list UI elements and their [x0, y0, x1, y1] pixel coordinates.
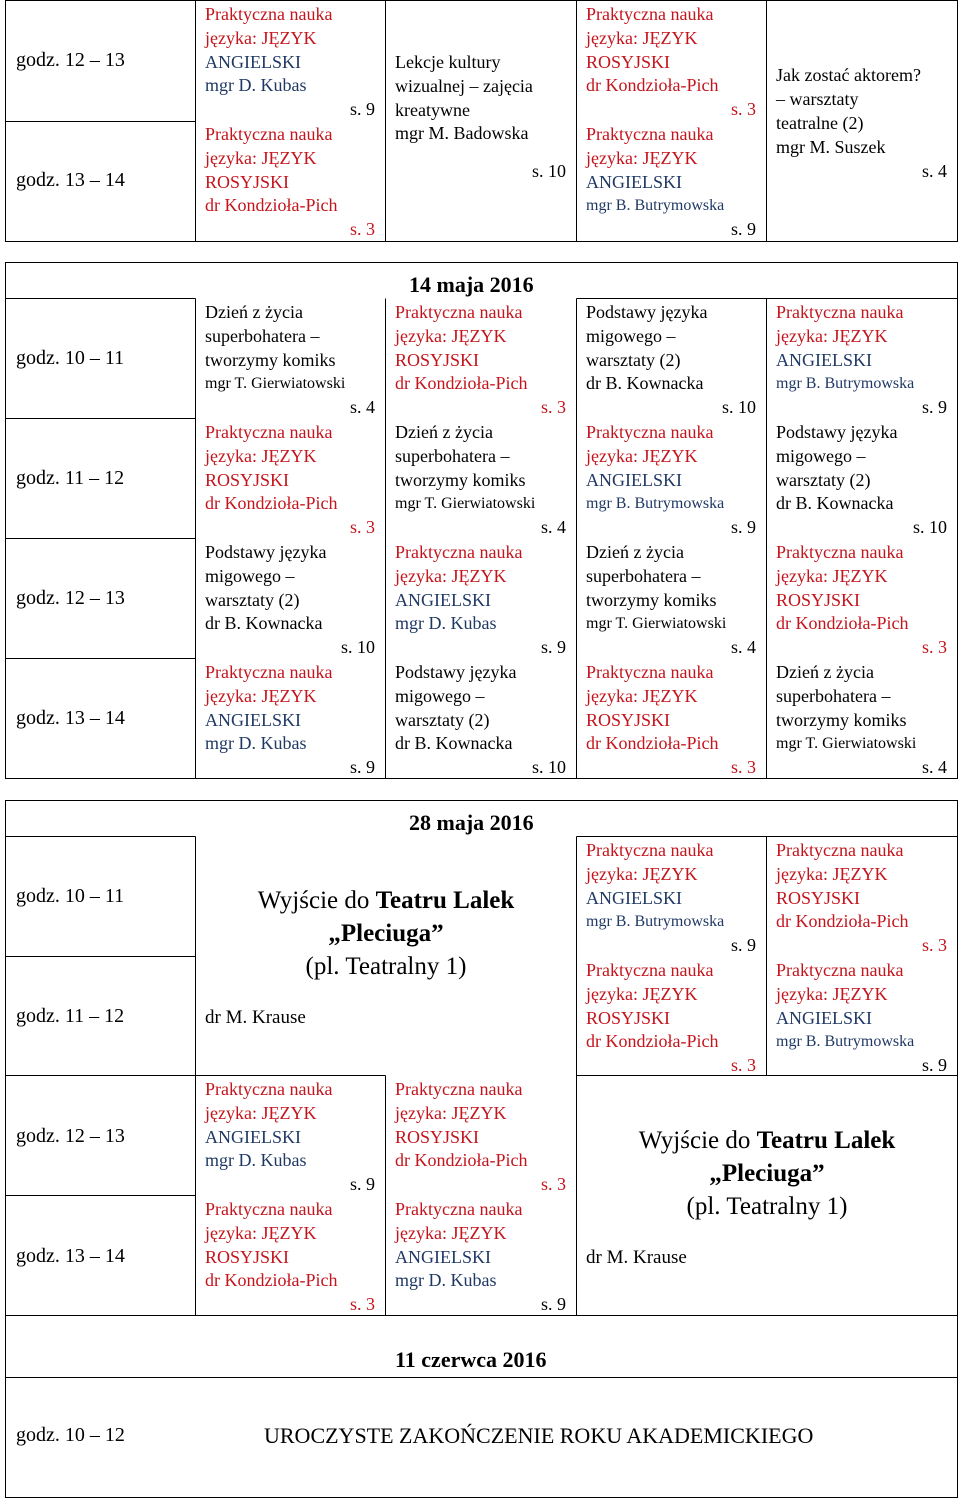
lesson-english-butrymowska: Praktyczna nauka języka: JĘZYK ANGIELSKI mgr B. Butrymowska s. 9: [776, 302, 947, 418]
lesson-russian-pich: Praktyczna nauka języka: JĘZYK ROSYJSKI dr Kondzioła-Pich s. 3: [205, 124, 375, 240]
lesson-russian-pich: Praktyczna nauka języka: JĘZYK ROSYJSKI dr Kondzioła-Pich s. 3: [586, 4, 756, 120]
lesson-english-butrymowska: Praktyczna nauka języka: JĘZYK ANGIELSKI mgr B. Butrymowska s. 9: [586, 124, 756, 240]
lesson-russian-pich: Praktyczna nauka języka: JĘZYK ROSYJSKI dr Kondzioła-Pich s. 3: [205, 1199, 375, 1315]
lesson-russian-pich: Praktyczna nauka języka: JĘZYK ROSYJSKI dr Kondzioła-Pich s. 3: [586, 960, 756, 1076]
lesson-english-kubas: Praktyczna nauka języka: JĘZYK ANGIELSKI mgr D. Kubas s. 9: [395, 542, 566, 658]
closing-ceremony: UROCZYSTE ZAKOŃCZENIE ROKU AKADEMICKIEGO: [264, 1423, 814, 1448]
lesson-migowy: Podstawy języka migowego – warsztaty (2) dr B. Kownacka s. 10: [205, 542, 375, 658]
time-label: godz. 11 – 12: [16, 467, 125, 489]
time-label: godz. 12 – 13: [16, 49, 125, 71]
lesson-russian-pich: Praktyczna nauka języka: JĘZYK ROSYJSKI dr Kondzioła-Pich s. 3: [776, 840, 947, 956]
lesson-english-kubas: Praktyczna nauka języka: JĘZYK ANGIELSKI mgr D. Kubas s. 9: [395, 1199, 566, 1315]
lesson-english-kubas: Praktyczna nauka języka: JĘZYK ANGIELSKI mgr D. Kubas s. 9: [205, 4, 375, 120]
lesson-english-kubas: Praktyczna nauka języka: JĘZYK ANGIELSKI mgr D. Kubas s. 9: [205, 662, 375, 778]
lesson-superbohater: Dzień z życia superbohatera – tworzymy komiks mgr T. Gierwiatowski s. 4: [586, 542, 756, 658]
lesson-kultura-wizualna: Lekcje kultury wizualnej – zajęcia kreatywne mgr M. Badowska s. 10: [395, 52, 566, 182]
time-label: godz. 10 – 12: [16, 1424, 125, 1446]
time-label: godz. 13 – 14: [16, 169, 125, 191]
trip-teacher: dr M. Krause: [586, 1247, 687, 1268]
trip-teacher: dr M. Krause: [205, 1007, 306, 1028]
date-title: 11 czerwca 2016: [395, 1347, 547, 1372]
lesson-aktor: Jak zostać aktorem? – warsztaty teatralne (2) mgr M. Suszek s. 4: [776, 65, 947, 181]
lesson-russian-pich: Praktyczna nauka języka: JĘZYK ROSYJSKI dr Kondzioła-Pich s. 3: [776, 542, 947, 658]
date-title: 28 maja 2016: [409, 810, 534, 835]
lesson-superbohater: Dzień z życia superbohatera – tworzymy komiks mgr T. Gierwiatowski s. 4: [205, 302, 375, 418]
time-label: godz. 13 – 14: [16, 707, 125, 729]
lesson-migowy: Podstawy języka migowego – warsztaty (2) dr B. Kownacka s. 10: [395, 662, 566, 778]
time-label: godz. 10 – 11: [16, 347, 125, 369]
lesson-migowy: Podstawy języka migowego – warsztaty (2) dr B. Kownacka s. 10: [776, 422, 947, 538]
date-title: 14 maja 2016: [409, 272, 534, 297]
lesson-russian-pich: Praktyczna nauka języka: JĘZYK ROSYJSKI dr Kondzioła-Pich s. 3: [586, 662, 756, 778]
time-label: godz. 13 – 14: [16, 1245, 125, 1267]
lesson-english-butrymowska: Praktyczna nauka języka: JĘZYK ANGIELSKI mgr B. Butrymowska s. 9: [586, 840, 756, 956]
theatre-trip: Wyjście do Teatru Lalek „Pleciuga” (pl. Teatralny 1): [257, 887, 515, 980]
lesson-russian-pich: Praktyczna nauka języka: JĘZYK ROSYJSKI dr Kondzioła-Pich s. 3: [395, 1079, 566, 1195]
lesson-english-butrymowska: Praktyczna nauka języka: JĘZYK ANGIELSKI mgr B. Butrymowska s. 9: [776, 960, 947, 1076]
lesson-superbohater: Dzień z życia superbohatera – tworzymy komiks mgr T. Gierwiatowski s. 4: [395, 422, 566, 538]
time-label: godz. 11 – 12: [16, 1005, 125, 1027]
time-label: godz. 12 – 13: [16, 1125, 125, 1147]
theatre-trip: Wyjście do Teatru Lalek „Pleciuga” (pl. Teatralny 1): [638, 1127, 896, 1220]
lesson-russian-pich: Praktyczna nauka języka: JĘZYK ROSYJSKI dr Kondzioła-Pich s. 3: [395, 302, 566, 418]
time-label: godz. 10 – 11: [16, 885, 125, 907]
lesson-migowy: Podstawy języka migowego – warsztaty (2) dr B. Kownacka s. 10: [586, 302, 756, 418]
lesson-english-butrymowska: Praktyczna nauka języka: JĘZYK ANGIELSKI mgr B. Butrymowska s. 9: [586, 422, 756, 538]
lesson-russian-pich: Praktyczna nauka języka: JĘZYK ROSYJSKI dr Kondzioła-Pich s. 3: [205, 422, 375, 538]
lesson-superbohater: Dzień z życia superbohatera – tworzymy komiks mgr T. Gierwiatowski s. 4: [776, 662, 947, 778]
time-label: godz. 12 – 13: [16, 587, 125, 609]
lesson-english-kubas: Praktyczna nauka języka: JĘZYK ANGIELSKI mgr D. Kubas s. 9: [205, 1079, 375, 1195]
